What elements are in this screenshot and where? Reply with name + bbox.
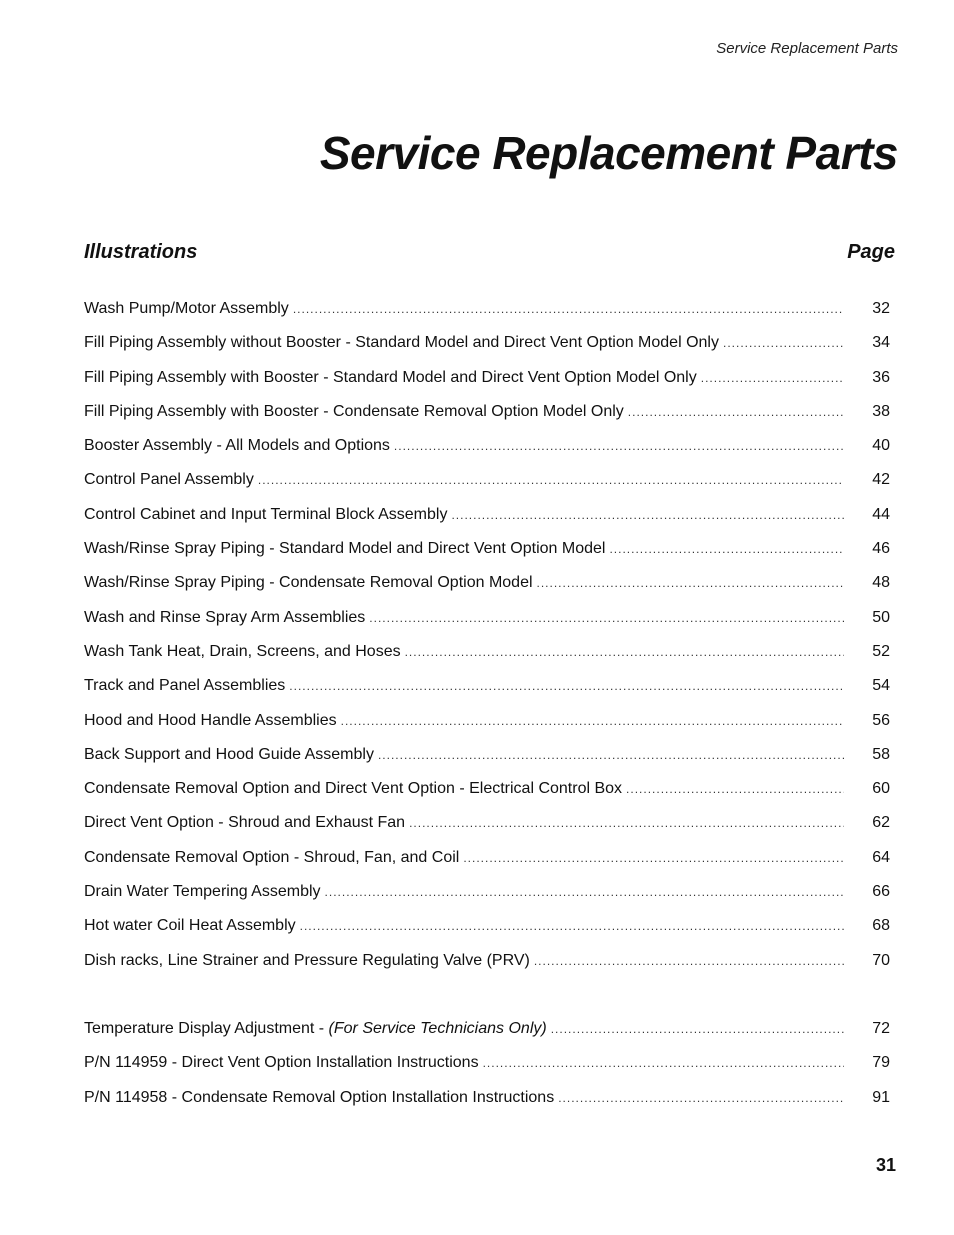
dot-leader — [341, 714, 844, 728]
toc-entry-page: 70 — [872, 951, 890, 969]
toc-entry-label: Wash/Rinse Spray Piping - Standard Model and Direct Vent Option Model — [84, 540, 606, 558]
toc-entry[interactable] — [84, 917, 890, 951]
dot-leader — [558, 1091, 844, 1105]
toc-entry-label-note: (For Service Technicians Only) — [328, 1020, 547, 1037]
toc-entry[interactable] — [84, 814, 890, 848]
toc-entry-page: 64 — [872, 848, 890, 866]
other-sections-toc-list — [84, 1020, 890, 1123]
toc-entry-page: 91 — [872, 1088, 890, 1106]
toc-entry[interactable] — [84, 780, 890, 814]
toc-entry-label: Direct Vent Option - Shroud and Exhaust Fan — [84, 814, 406, 832]
toc-entry-page: 79 — [872, 1054, 890, 1072]
toc-entry-label: Back Support and Hood Guide Assembly — [84, 745, 374, 763]
page-number: 31 — [875, 1155, 896, 1175]
toc-entry[interactable] — [84, 437, 890, 471]
dot-leader — [483, 1056, 844, 1070]
toc-entry-page: 56 — [872, 711, 890, 729]
toc-entry-page: 58 — [872, 745, 890, 763]
page-title: Service Replacement Parts — [319, 127, 898, 179]
toc-entry[interactable] — [84, 506, 890, 540]
toc-entry-page: 50 — [872, 608, 890, 626]
toc-entry[interactable] — [84, 643, 890, 677]
dot-leader — [325, 885, 844, 899]
toc-entry-label: Fill Piping Assembly with Booster - Standard Model and Direct Vent Option Model Only — [84, 368, 697, 386]
toc-entry[interactable] — [84, 1020, 890, 1054]
toc-entry-label: Condensate Removal Option - Shroud, Fan, and Coil — [84, 848, 460, 866]
toc-entry[interactable] — [84, 712, 890, 746]
dot-leader — [405, 645, 844, 659]
toc-entry[interactable] — [84, 746, 890, 780]
toc-entry-page: 32 — [872, 300, 890, 317]
toc-entry[interactable] — [84, 334, 890, 368]
toc-entry[interactable] — [84, 883, 890, 917]
toc-entry[interactable] — [84, 369, 890, 403]
toc-entry-label: Wash Tank Heat, Drain, Screens, and Hoses — [84, 642, 401, 660]
toc-entry-label: Control Cabinet and Input Terminal Block Assembly — [84, 505, 448, 523]
toc-entry-page: 46 — [872, 540, 890, 558]
toc-entry[interactable] — [84, 574, 890, 608]
toc-entry-label: Wash and Rinse Spray Arm Assemblies — [84, 608, 366, 626]
toc-entry-label: Fill Piping Assembly with Booster - Condensate Removal Option Model Only — [84, 402, 624, 420]
toc-entry[interactable] — [84, 677, 890, 711]
dot-leader — [628, 405, 844, 419]
dot-leader — [537, 576, 844, 590]
toc-entry[interactable] — [84, 1054, 890, 1088]
dot-leader — [258, 473, 844, 487]
toc-entry-label: Booster Assembly - All Models and Options — [84, 437, 390, 455]
toc-entry-page: 44 — [872, 505, 890, 523]
toc-entry-page: 52 — [872, 642, 890, 660]
toc-entry[interactable] — [84, 300, 890, 334]
dot-leader — [609, 542, 844, 556]
toc-entry-label: Condensate Removal Option and Direct Vent Option - Electrical Control Box — [84, 780, 623, 798]
running-header: Service Replacement Parts — [716, 40, 898, 57]
dot-leader — [701, 371, 844, 385]
toc-entry-page: 62 — [872, 814, 890, 832]
dot-leader — [289, 679, 844, 693]
toc-entry-label: Track and Panel Assemblies — [84, 677, 286, 695]
toc-entry-label: Hot water Coil Heat Assembly — [84, 917, 296, 935]
toc-entry-page: 60 — [872, 780, 890, 798]
toc-entry-page: 34 — [872, 334, 890, 352]
toc-entry-label: Control Panel Assembly — [84, 471, 254, 489]
dot-leader — [300, 919, 844, 933]
dot-leader — [409, 816, 844, 830]
dot-leader — [626, 782, 844, 796]
toc-entry-page: 54 — [872, 677, 890, 695]
toc-entry-label: Wash Pump/Motor Assembly — [84, 300, 289, 317]
toc-entry-label: Dish racks, Line Strainer and Pressure Regulating Valve (PRV) — [84, 951, 530, 969]
toc-entry[interactable] — [84, 540, 890, 574]
toc-entry-page: 40 — [872, 437, 890, 455]
dot-leader — [723, 336, 844, 350]
toc-entry-label: Wash/Rinse Spray Piping - Condensate Removal Option Model — [84, 574, 533, 592]
dot-leader — [463, 851, 844, 865]
toc-entry[interactable] — [84, 609, 890, 643]
dot-leader — [293, 302, 844, 316]
dot-leader — [369, 611, 844, 625]
dot-leader — [534, 954, 844, 968]
illustrations-column-heading: Illustrations — [84, 241, 198, 263]
illustrations-toc-list — [84, 300, 890, 986]
dot-leader — [394, 439, 844, 453]
toc-entry-label: P/N 114958 - Condensate Removal Option Installation Instructions — [84, 1088, 555, 1106]
toc-entry-label: Fill Piping Assembly without Booster - Standard Model and Direct Vent Option Model Only — [84, 334, 719, 352]
toc-entry-page: 66 — [872, 883, 890, 901]
toc-entry-page: 72 — [872, 1020, 890, 1037]
toc-entry-page: 68 — [872, 917, 890, 935]
page-column-heading: Page — [847, 241, 895, 263]
toc-entry[interactable] — [84, 1089, 890, 1123]
toc-entry[interactable] — [84, 471, 890, 505]
toc-entry-label: P/N 114959 - Direct Vent Option Installation Instructions — [84, 1054, 479, 1072]
toc-entry-page: 38 — [872, 402, 890, 420]
toc-entry-page: 36 — [872, 368, 890, 386]
toc-entry-label: Temperature Display Adjustment - (For Service Technicians Only) — [84, 1020, 547, 1037]
toc-entry-label: Drain Water Tempering Assembly — [84, 883, 321, 901]
toc-entry-page: 48 — [872, 574, 890, 592]
toc-entry-page: 42 — [872, 471, 890, 489]
dot-leader — [378, 748, 844, 762]
toc-entry-label: Hood and Hood Handle Assemblies — [84, 711, 337, 729]
toc-entry[interactable] — [84, 952, 890, 986]
dot-leader — [451, 508, 844, 522]
toc-entry[interactable] — [84, 849, 890, 883]
dot-leader — [551, 1022, 844, 1036]
toc-entry[interactable] — [84, 403, 890, 437]
